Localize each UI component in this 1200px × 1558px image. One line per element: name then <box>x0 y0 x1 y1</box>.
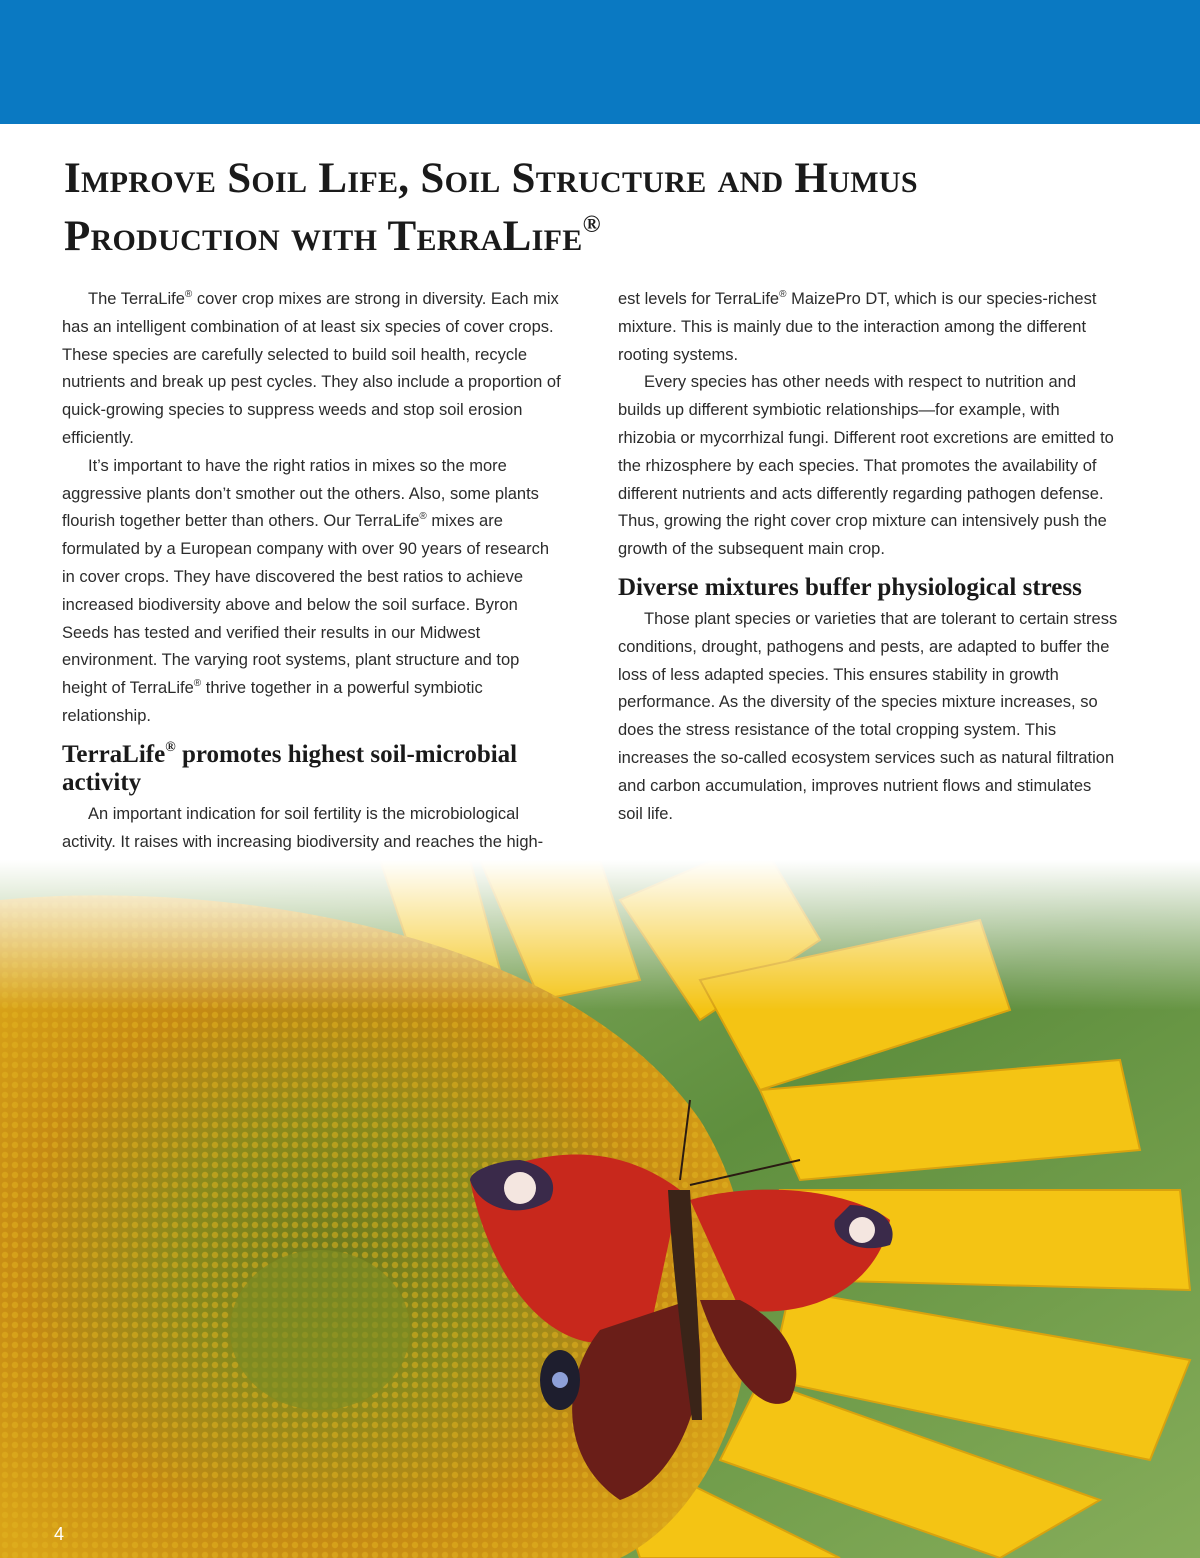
heading-soil-microbial-activity: TerraLife® promotes highest soil-microbial activity <box>62 739 518 796</box>
right-text-column <box>618 286 1118 828</box>
title-line-2: Production with TerraLife <box>64 213 583 260</box>
left-paragraph-1: The TerraLife® cover crop mixes are strong in diversity. Each mix has an intelligent combination of at least six species of cover crops. These species are carefully selected to build soil health, recycle nutrients and break up pest cycles. They also include a proportion of quick-growing species to suppress weeds and stop soil erosion efficiently. <box>62 289 561 447</box>
sunflower-butterfly-photo <box>0 860 1200 1558</box>
title-line-1: Improve Soil Life, Soil Structure and Humus <box>64 155 918 202</box>
right-paragraph-1: est levels for TerraLife® MaizePro DT, which is our species-richest mixture. This is mainly due to the interaction among the different rooting systems. <box>618 289 1097 364</box>
right-paragraph-3: Those plant species or varieties that are tolerant to certain stress conditions, drought, pathogens and pests, are adapted to buffer the loss of less adapted species. This ensures stability in growth performance. As the diversity of the species mixture increases, so does the stress resistance of the total cropping system. This increases the so-called ecosystem services such as natural filtration and carbon accumulation, improves nutrient flows and stimulates soil life. <box>618 609 1118 823</box>
right-paragraph-2: Every species has other needs with respect to nutrition and builds up different symbiotic relationships—for example, with rhizobia or mycorrhizal fungi. Different root excretions are emitted to the rhizosphere by each species. That promotes the availability of different nutrients and acts differently regarding pathogen defense. Thus, growing the right cover crop mixture can intensively push the growth of the subsequent main crop. <box>618 373 1114 559</box>
page-number: 4 <box>54 1524 65 1544</box>
heading-diverse-mixtures: Diverse mixtures buffer physiological stress <box>618 573 1082 601</box>
top-color-band <box>0 0 1200 124</box>
left-text-column <box>62 286 562 856</box>
left-paragraph-2: It’s important to have the right ratios in mixes so the more aggressive plants don’t smother out the others. Also, some plants flourish together better than others. Our TerraLife® mixes are formulated by a European company with over 90 years of research in cover crops. They have discovered the best ratios to achieve increased biodiversity above and below the soil surface. Byron Seeds has tested and verified their results in our Midwest environment. The varying root systems, plant structure and top height of TerraLife® thrive together in a powerful symbiotic relationship. <box>62 456 550 725</box>
left-paragraph-3: An important indication for soil fertility is the microbiological activity. It raises with increasing biodiversity and reaches the high- <box>62 804 544 851</box>
page-title <box>64 150 1144 266</box>
title-registered-mark: ® <box>582 212 601 238</box>
